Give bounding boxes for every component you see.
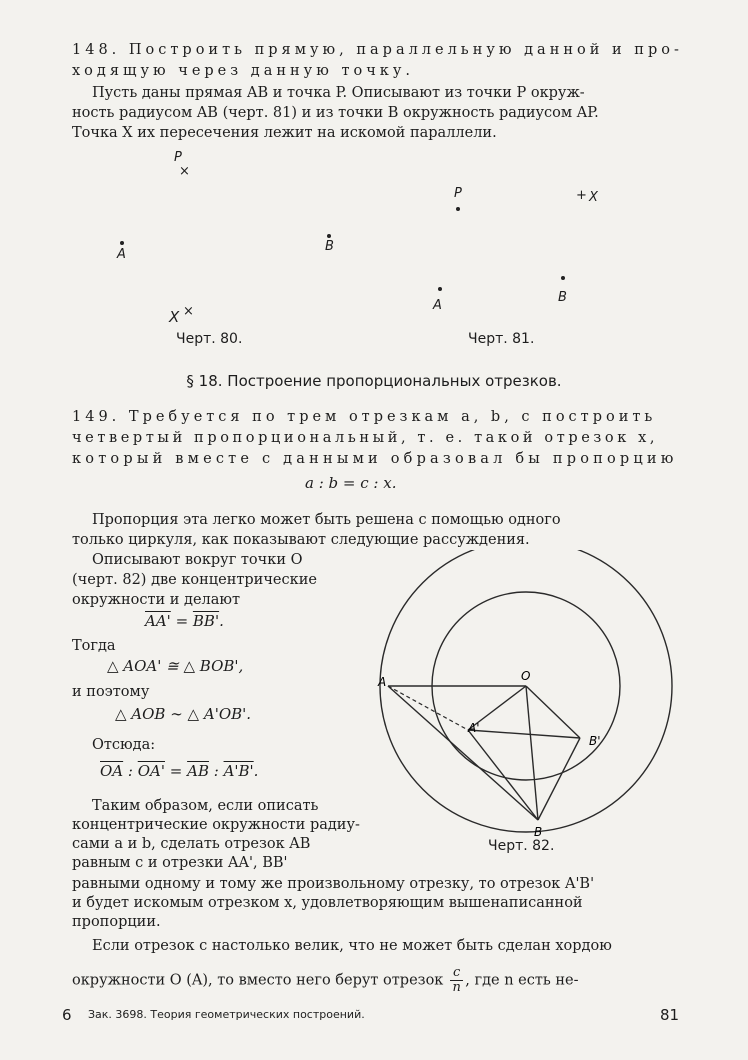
figure-80-caption: Черт. 80. [176, 331, 243, 347]
paragraph-text: Отсюда: [92, 737, 156, 753]
segment-bb-prime [538, 738, 580, 820]
figure-82-diagram [376, 550, 686, 850]
point-a-label: A [117, 247, 126, 262]
point-p-label: P [454, 186, 462, 201]
label-b-prime: B' [589, 734, 601, 748]
label-a-prime: A' [468, 721, 480, 735]
figure-82-caption: Черт. 82. [488, 838, 555, 854]
point-b-label: B [325, 239, 334, 254]
problem-148-text: ность радиусом AB (черт. 81) и из точки B окружность радиусом AP. [72, 105, 599, 121]
paragraph-text: пропорции. [72, 914, 161, 930]
page-number: 81 [660, 1006, 680, 1024]
point-a-dot [120, 241, 124, 245]
segment-a-prime-b [468, 730, 538, 820]
problem-148-text: Точка X их пересечения лежит на искомой параллели. [72, 125, 497, 141]
point-x-label: X [589, 190, 598, 205]
problem-148-text: Пусть даны прямая AB и точка P. Описывают из точки P окруж- [92, 85, 585, 101]
equation-aa-bb: AA' = BB'. [145, 612, 224, 630]
paragraph-text: Пропорция эта легко может быть решена с помощью одного [92, 512, 561, 528]
segment-ob [526, 686, 538, 820]
point-x-mark: × [183, 304, 194, 319]
label-o: O [521, 669, 531, 683]
paragraph-text: (черт. 82) две концентрические [72, 572, 317, 588]
point-b-dot [561, 276, 565, 280]
paragraph-text: равным c и отрезки AA', BB' [72, 855, 288, 871]
problem-149-text: 149. Требуется по трем отрезкам a, b, c построить [72, 409, 657, 425]
point-b-label: B [558, 290, 567, 305]
problem-148-title: 148. Построить прямую, параллельную данной и про- [72, 42, 683, 58]
printing-order: Зак. 3698. Теория геометрических построений. [88, 1008, 365, 1021]
paragraph-text: окружности O (A), то вместо него берут отрезок $\frac{c}{n}$ , где n есть не- [72, 965, 579, 995]
equation-congruence: △ AOA' ≅ △ BOB', [107, 657, 244, 675]
point-a-dot [438, 287, 442, 291]
paragraph-text: равными одному и тому же произвольному отрезку, то отрезок A'B' [72, 876, 595, 892]
paragraph-text: и поэтому [72, 684, 150, 700]
proportion-equation: a : b = c : x. [305, 474, 397, 492]
problem-149-text: четвертый пропорциональный, т. е. такой отрезок x, [72, 430, 659, 446]
paragraph-text: Описывают вокруг точки O [92, 552, 303, 568]
point-p-mark: × [179, 164, 190, 179]
point-x-label: X [169, 308, 180, 326]
paragraph-text: только циркуля, как показывают следующие рассуждения. [72, 532, 530, 548]
equation-ratio: $\overline{OA}$ : $OA' = \overline{AB}$ : A'B'. [100, 762, 259, 780]
paragraph-text: Если отрезок c настолько велик, что не может быть сделан хордою [92, 938, 612, 954]
segment-ob-prime [526, 686, 580, 738]
label-a: A [378, 675, 387, 689]
point-b-dot [327, 234, 331, 238]
problem-148-title-cont: ходящую через данную точку. [72, 63, 414, 79]
paragraph-text: Тогда [72, 638, 116, 654]
equation-similarity: △ AOB ∼ △ A'OB'. [115, 705, 252, 723]
point-p-dot [456, 207, 460, 211]
paragraph-text: сами a и b, сделать отрезок AB [72, 836, 311, 852]
point-p-label: P [174, 150, 182, 165]
section-heading: § 18. Построение пропорциональных отрезков. [186, 372, 562, 390]
point-a-label: A [433, 298, 442, 313]
paragraph-text: Таким образом, если описать [92, 798, 319, 814]
label-b: B [534, 825, 543, 839]
problem-149-text: который вместе с данными образовал бы пропорцию [72, 451, 678, 467]
paragraph-text: и будет искомым отрезком x, удовлетворяющим вышенаписанной [72, 895, 583, 911]
segment-aa-prime [388, 686, 468, 730]
figure-81-caption: Черт. 81. [468, 331, 535, 347]
paragraph-text: окружности и делают [72, 592, 241, 608]
segment-ab [388, 686, 538, 820]
signature-number: 6 [62, 1006, 72, 1024]
paragraph-text: концентрические окружности радиу- [72, 817, 360, 833]
segment-a-prime-b-prime [468, 730, 580, 738]
point-x-mark: + [576, 188, 587, 203]
